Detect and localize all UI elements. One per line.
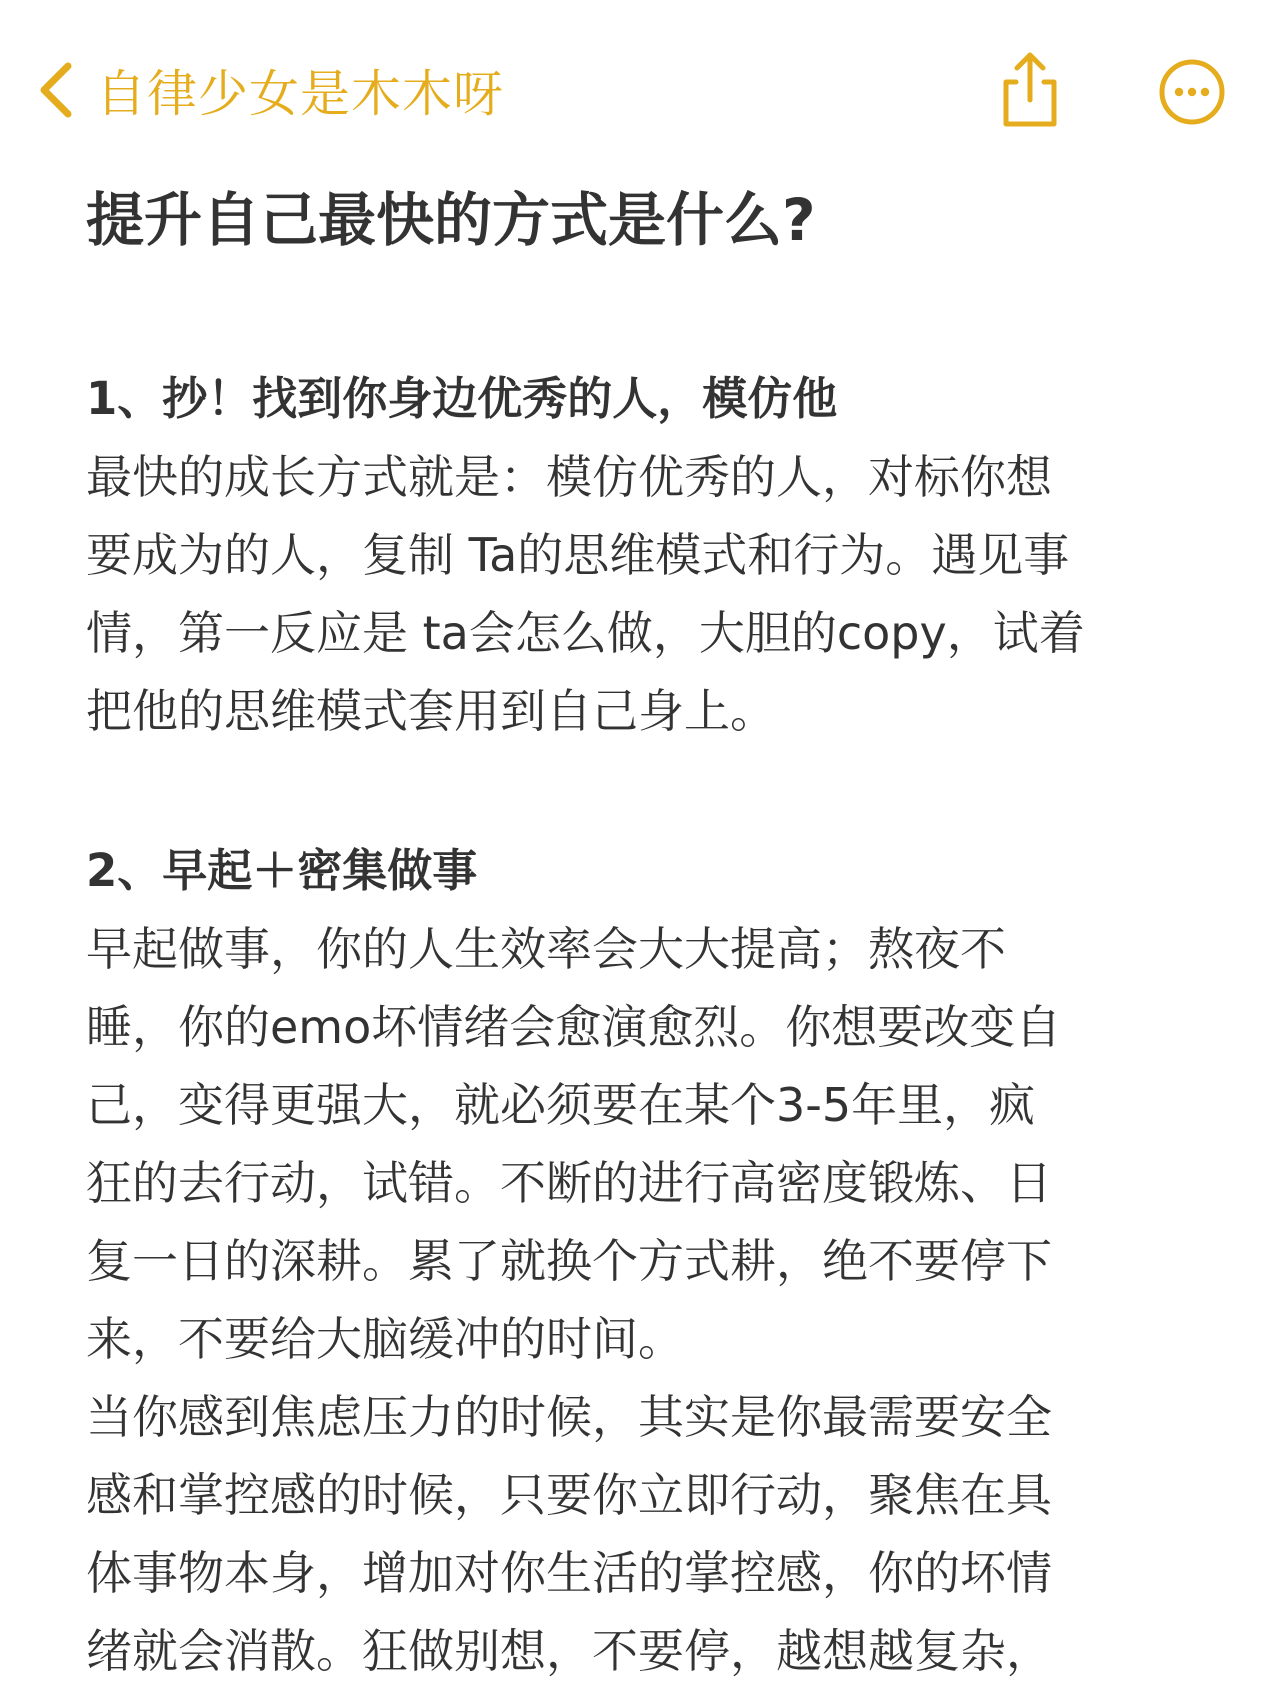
- text-line: 己，变得更强大，就必须要在某个3-5年里，疯: [86, 1078, 1036, 1132]
- share-button[interactable]: [990, 48, 1070, 128]
- note-section: [86, 360, 1206, 750]
- navigation-bar: [0, 0, 1284, 180]
- note-body[interactable]: [86, 180, 1206, 1690]
- text-line: 早起做事，你的人生效率会大大提高；熬夜不: [86, 922, 1006, 976]
- paragraph: [86, 1378, 1206, 1690]
- text-line: 情，第一反应是 ta会怎么做，大胆的copy，试着: [86, 606, 1085, 660]
- section-heading: 2、早起＋密集做事: [86, 844, 478, 897]
- note-title: 提升自己最快的方式是什么?: [86, 186, 816, 254]
- back-label: 自律少女是木木呀: [96, 65, 504, 123]
- text-line: 把他的思维模式套用到自己身上。: [86, 684, 776, 738]
- paragraph: [86, 438, 1206, 750]
- share-icon: [990, 113, 1070, 132]
- text-line: 体事物本身，增加对你生活的掌控感，你的坏情: [86, 1546, 1052, 1600]
- text-line: 最快的成长方式就是：模仿优秀的人，对标你想: [86, 450, 1052, 504]
- text-line: 来，不要给大脑缓冲的时间。: [86, 1312, 684, 1366]
- section-heading: 1、抄！找到你身边优秀的人，模仿他: [86, 372, 838, 425]
- text-line: 感和掌控感的时候，只要你立即行动，聚焦在具: [86, 1468, 1052, 1522]
- back-button[interactable]: [38, 52, 504, 128]
- note-section: [86, 832, 1206, 1690]
- text-line: 当你感到焦虑压力的时候，其实是你最需要安全: [86, 1390, 1052, 1444]
- more-button[interactable]: [1158, 58, 1226, 126]
- chevron-left-icon: [38, 61, 74, 119]
- paragraph: [86, 910, 1206, 1378]
- text-line: 睡，你的emo坏情绪会愈演愈烈。你想要改变自: [86, 1000, 1062, 1054]
- text-line: 狂的去行动，试错。不断的进行高密度锻炼、日: [86, 1156, 1052, 1210]
- text-line: 绪就会消散。狂做别想，不要停，越想越复杂，: [86, 1624, 1052, 1678]
- text-line: 复一日的深耕。累了就换个方式耕，绝不要停下: [86, 1234, 1052, 1288]
- text-line: 要成为的人，复制 Ta的思维模式和行为。遇见事: [86, 528, 1070, 582]
- more-icon: [1158, 111, 1226, 130]
